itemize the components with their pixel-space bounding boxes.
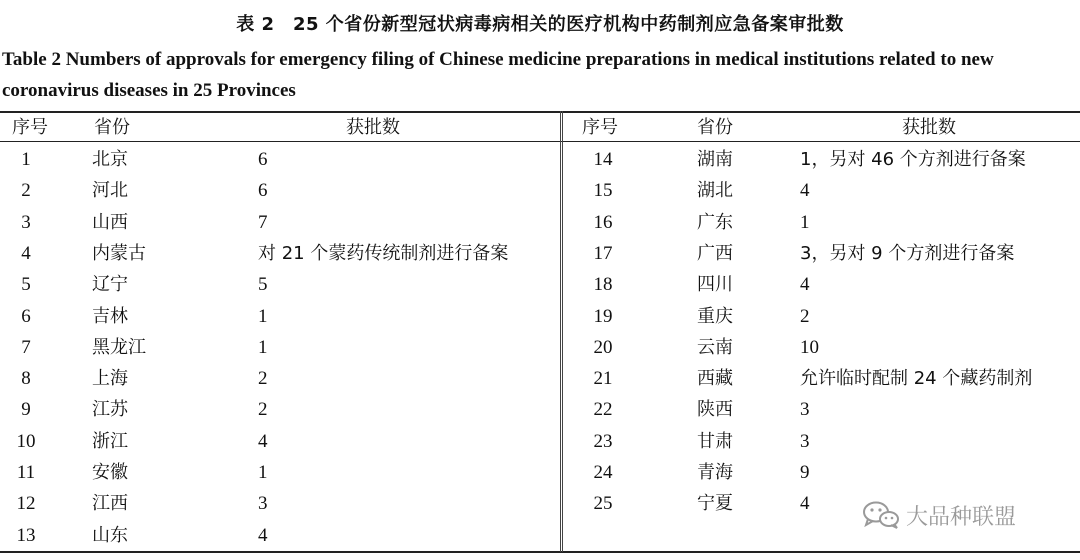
row-index: 4	[21, 243, 31, 264]
row-province: 河北	[92, 180, 128, 201]
watermark-text: 大品种联盟	[906, 504, 1017, 530]
row-approval-count: 1	[258, 337, 268, 358]
row-index: 18	[593, 274, 613, 295]
row-index: 10	[16, 431, 36, 452]
row-approval-count: 2	[258, 368, 268, 389]
row-approval-count: 5	[258, 274, 268, 295]
row-approval-count: 4	[800, 493, 810, 514]
wechat-icon	[862, 500, 900, 530]
row-index: 5	[21, 274, 31, 295]
header-left-index: 序号	[12, 117, 48, 138]
row-province: 山西	[92, 212, 128, 233]
row-index: 25	[593, 493, 613, 514]
row-province: 上海	[92, 368, 128, 389]
row-index: 23	[593, 431, 613, 452]
row-approval-count: 3	[800, 431, 810, 452]
row-index: 13	[16, 525, 36, 546]
row-province: 云南	[697, 337, 733, 358]
row-province: 四川	[697, 274, 733, 295]
row-approval-count: 1	[258, 306, 268, 327]
row-province: 江苏	[92, 399, 128, 420]
row-index: 6	[21, 306, 31, 327]
row-approval-count: 6	[258, 180, 268, 201]
row-index: 15	[593, 180, 613, 201]
row-province: 重庆	[697, 306, 733, 327]
row-approval-count: 1	[258, 462, 268, 483]
row-province: 吉林	[92, 306, 128, 327]
row-index: 21	[593, 368, 613, 389]
row-province: 湖南	[697, 149, 733, 170]
row-approval-count: 4	[800, 274, 810, 295]
row-approval-count: 6	[258, 149, 268, 170]
row-index: 11	[16, 462, 36, 483]
table-header-rule	[0, 141, 1080, 142]
row-approval-count: 9	[800, 462, 810, 483]
row-approval-count: 2	[800, 306, 810, 327]
row-index: 12	[16, 493, 36, 514]
row-province: 安徽	[92, 462, 128, 483]
table-title-en: Table 2 Numbers of approvals for emergency filing of Chinese medicine preparations in medical institutions related to new coronavirus diseases in 25 Provinces	[2, 49, 994, 101]
table-center-divider	[560, 111, 563, 552]
row-approval-count: 4	[258, 525, 268, 546]
row-approval-count: 7	[258, 212, 268, 233]
header-right-province: 省份	[697, 117, 733, 138]
row-index: 24	[593, 462, 613, 483]
header-left-province: 省份	[94, 117, 130, 138]
watermark	[862, 500, 1016, 530]
row-province: 北京	[92, 149, 128, 170]
row-approval-count: 4	[258, 431, 268, 452]
row-index: 9	[21, 399, 31, 420]
row-approval-count: 1	[800, 212, 810, 233]
table-bottom-rule	[0, 551, 1080, 553]
row-province: 宁夏	[697, 493, 733, 514]
row-index: 17	[593, 243, 613, 264]
row-index: 16	[593, 212, 613, 233]
row-province: 黑龙江	[92, 337, 146, 358]
row-province: 辽宁	[92, 274, 128, 295]
header-left-count: 获批数	[346, 117, 400, 138]
row-index: 20	[593, 337, 613, 358]
row-index: 7	[21, 337, 31, 358]
row-index: 8	[21, 368, 31, 389]
table-top-rule	[0, 111, 1080, 113]
row-province: 湖北	[697, 180, 733, 201]
row-approval-count: 4	[800, 180, 810, 201]
row-index: 2	[21, 180, 31, 201]
row-province: 内蒙古	[92, 243, 146, 264]
row-province: 浙江	[92, 431, 128, 452]
row-approval-count: 10	[800, 337, 819, 358]
table-title-cn: 表 2 25 个省份新型冠状病毒病相关的医疗机构中药制剂应急备案审批数	[236, 14, 844, 35]
row-province: 广西	[697, 243, 733, 264]
row-province: 青海	[697, 462, 733, 483]
row-province: 甘肃	[697, 431, 733, 452]
row-province: 西藏	[697, 368, 733, 389]
row-approval-count: 允许临时配制 24 个藏药制剂	[800, 368, 1033, 389]
row-province: 江西	[92, 493, 128, 514]
row-index: 22	[593, 399, 613, 420]
row-index: 3	[21, 212, 31, 233]
header-right-index: 序号	[582, 117, 618, 138]
row-approval-count: 3，另对 9 个方剂进行备案	[800, 243, 1015, 264]
row-approval-count: 对 21 个蒙药传统制剂进行备案	[258, 243, 509, 264]
row-province: 陕西	[697, 399, 733, 420]
row-approval-count: 3	[258, 493, 268, 514]
row-approval-count: 2	[258, 399, 268, 420]
row-index: 14	[593, 149, 613, 170]
row-index: 1	[21, 149, 31, 170]
row-index: 19	[593, 306, 613, 327]
header-right-count: 获批数	[902, 117, 956, 138]
row-approval-count: 3	[800, 399, 810, 420]
row-province: 山东	[92, 525, 128, 546]
row-approval-count: 1，另对 46 个方剂进行备案	[800, 149, 1026, 170]
row-province: 广东	[697, 212, 733, 233]
